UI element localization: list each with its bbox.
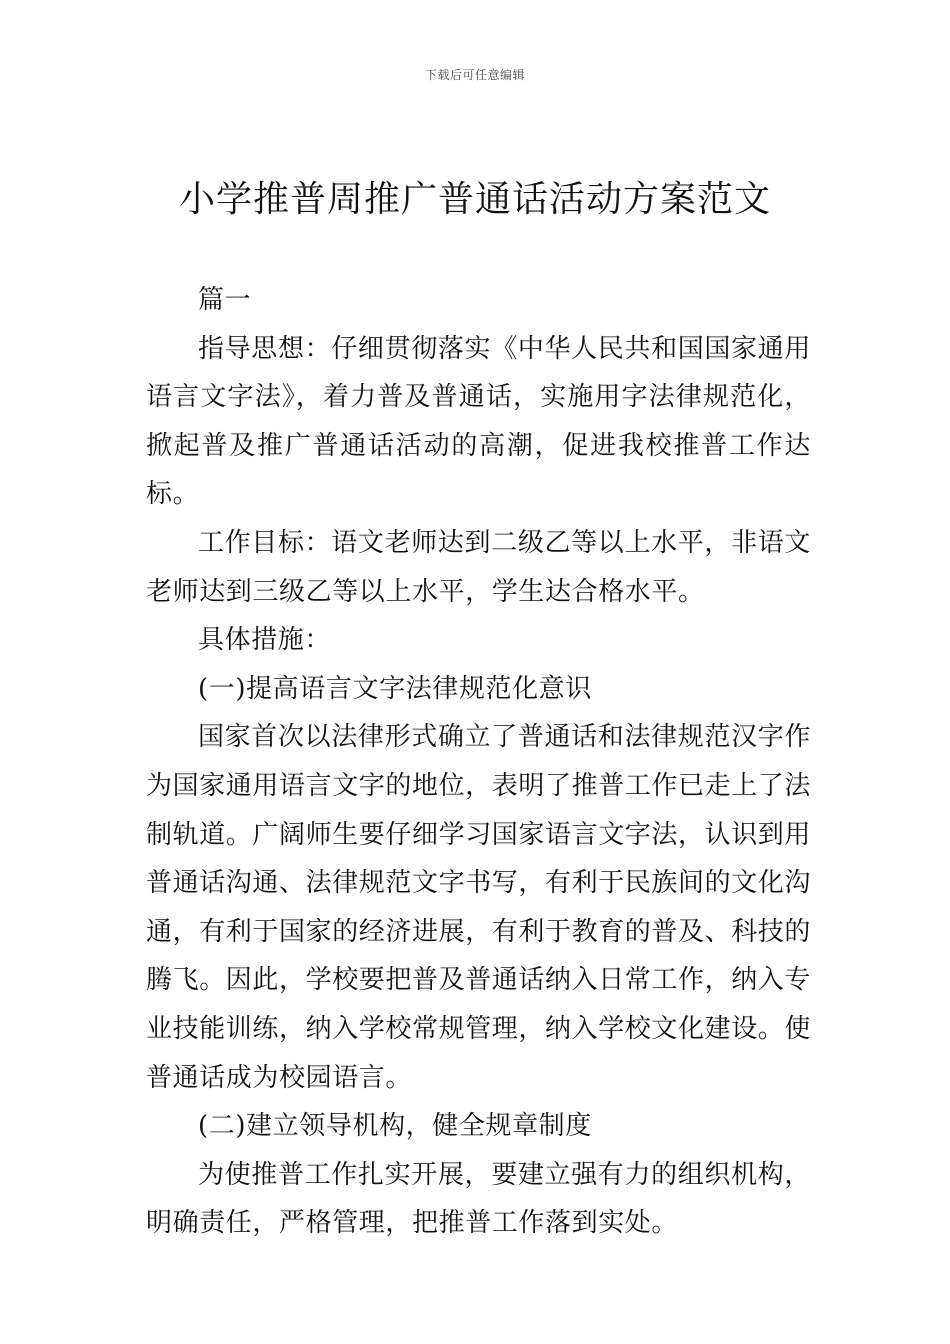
paragraph-organization: 为使推普工作扎实开展，要建立强有力的组织机构，明确责任，严格管理，把推普工作落到实处。 [146,1159,811,1239]
paragraph-guiding-principle: 指导思想：仔细贯彻落实《中华人民共和国国家通用语言文字法》，着力普及普通话，实施用字法律规范化，掀起普及推广普通话活动的高潮，促进我校推普工作达标。 [146,333,811,510]
paragraph-law-awareness: 国家首次以法律形式确立了普通话和法律规范汉字作为国家通用语言文字的地位，表明了推普工作已走上了法制轨道。广阔师生要仔细学习国家语言文字法，认识到用普通话沟通、法律规范文字书写，有利于民族间的文化沟通，有利于国家的经济进展，有利于教育的普及、科技的腾飞。因此，学校要把普及普通话纳入日常工作，纳入专业技能训练，纳入学校常规管理，纳入学校文化建设。使普通话成为校园语言。 [146,722,812,1093]
subheading-2: (二)建立领导机构，健全规章制度 [198,1111,592,1142]
header-note: 下载后可任意编辑 [424,68,525,82]
section-label: 篇一 [198,285,252,315]
subheading-1: (一)提高语言文字法律规范化意识 [198,673,592,704]
paragraph-work-goal: 工作目标：语文老师达到二级乙等以上水平，非语文老师达到三级乙等以上水平，学生达合格水平。 [146,527,811,607]
document-title: 小学推普周推广普通话活动方案范文 [178,179,771,220]
document-body [146,276,811,1248]
paragraph-measures-heading: 具体措施： [198,625,332,656]
